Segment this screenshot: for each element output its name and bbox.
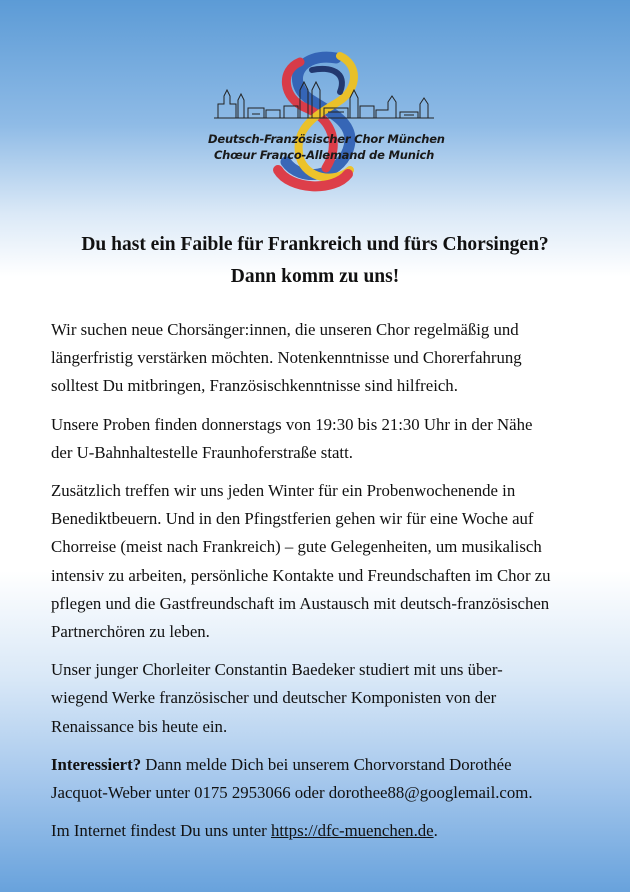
text-line: Zusätzlich treffen wir uns jeden Winter für ein Probenwochenende in <box>51 481 516 501</box>
logo-graphic <box>208 50 445 200</box>
website-period: . <box>433 821 438 841</box>
text-line: Benediktbeuern. Und in den Pfingstferien gehen wir für eine Woche auf <box>51 509 534 529</box>
paragraph-intro <box>51 316 591 401</box>
text-line: Wir suchen neue Chorsänger:innen, die unseren Chor regelmäßig und <box>51 320 519 339</box>
text-line: Unsere Proben finden donnerstags von 19:30 bis 21:30 Uhr in der Nähe <box>51 414 533 434</box>
text-line: längerfristig verstärken möchten. Notenkenntnisse und Chorerfahrung <box>51 348 522 368</box>
text-line: Renaissance bis heute ein. <box>51 716 228 736</box>
paragraph-trips <box>51 477 591 646</box>
headline-question: Du hast ein Faible für Frankreich und fürs Chorsingen? <box>81 234 549 255</box>
body-text <box>51 316 591 855</box>
interested-label: Interessiert? <box>51 754 142 774</box>
text-line: Unser junger Chorleiter Constantin Baedeker studiert mit uns über- <box>51 660 503 680</box>
logo-title-french: Chœur Franco-Allemand de Munich <box>213 148 435 162</box>
text-line: der U-Bahnhaltestelle Fraunhoferstraße statt. <box>51 442 353 462</box>
paragraph-rehearsals <box>51 411 591 467</box>
text-line: wiegend Werke französischer und deutscher Komponisten von der <box>51 688 497 708</box>
text-line: intensiv zu arbeiten, persönliche Kontakte und Freundschaften im Chor zu <box>51 565 551 585</box>
website-text: Im Internet findest Du uns unter <box>51 821 271 841</box>
text-line: pflegen und die Gastfreundschaft im Austausch mit deutsch-französischen <box>51 593 550 613</box>
contact-details: Jacquot-Weber unter 0175 2953066 oder dorothee88@googlemail.com. <box>51 783 533 803</box>
text-line <box>51 751 591 779</box>
paragraph-website <box>51 817 591 845</box>
text-line <box>51 817 591 845</box>
contact-text: Dann melde Dich bei unserem Chorvorstand Dorothée <box>141 754 512 774</box>
text-line: Chorreise (meist nach Frankreich) – gute Gelegenheiten, um musikalisch <box>51 537 542 557</box>
choir-logo <box>208 50 445 200</box>
text-line: solltest Du mitbringen, Französischkenntnisse sind hilfreich. <box>51 376 458 396</box>
logo-title-german: Deutsch-Französischer Chor München <box>208 132 445 146</box>
logo-dark-swoosh <box>312 69 342 92</box>
paragraph-conductor <box>51 656 591 741</box>
website-link[interactable]: https://dfc-muenchen.de <box>270 821 434 841</box>
headline-invite: Dann komm zu uns! <box>230 266 400 287</box>
text-line: Partnerchören zu leben. <box>51 622 210 642</box>
paragraph-contact <box>51 751 591 807</box>
skyline-icon <box>214 82 434 118</box>
